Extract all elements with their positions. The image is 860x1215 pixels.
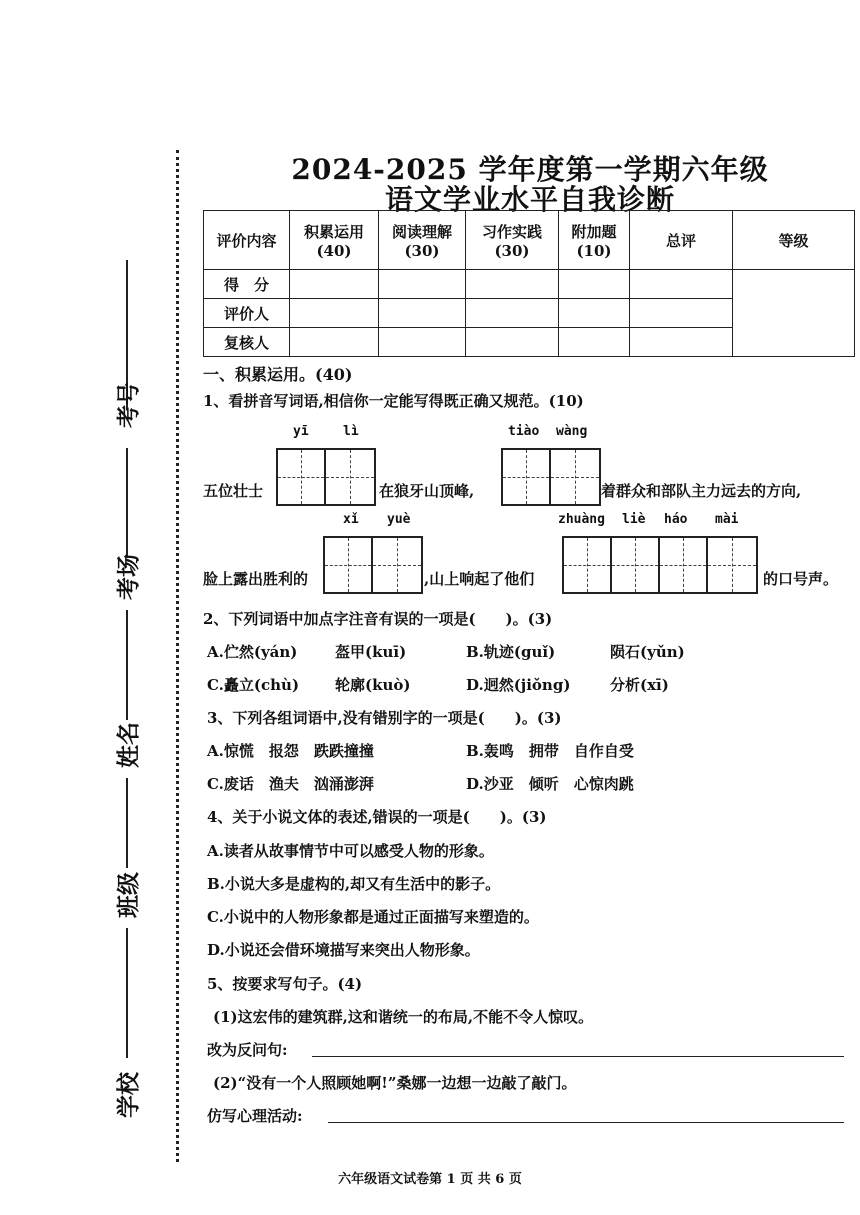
writing-grid-tiaowang[interactable] xyxy=(501,448,601,506)
score-cell[interactable] xyxy=(630,299,733,328)
pinyin: zhuàng xyxy=(558,512,605,527)
score-cell[interactable] xyxy=(379,299,466,328)
q4-option-b: B.小说大多是虚构的,却又有生活中的影子。 xyxy=(207,875,501,893)
kaochang-label: 考场 xyxy=(115,554,142,600)
q3-option-d: D.沙亚 倾听 心惊肉跳 xyxy=(466,775,634,793)
pinyin: wàng xyxy=(556,424,588,439)
score-cell[interactable] xyxy=(379,328,466,357)
xingming-label: 姓名 xyxy=(115,722,142,768)
q2-option-c2: 轮廓(kuò) xyxy=(335,676,411,694)
q5-sentence-1: (1)这宏伟的建筑群,这和谐统一的布局,不能不令人惊叹。 xyxy=(213,1008,594,1026)
q4-option-d: D.小说还会借环境描写来突出人物形象。 xyxy=(207,941,480,959)
score-cell[interactable] xyxy=(466,270,559,299)
score-table xyxy=(203,210,855,357)
header-accumulation: 积累运用 (40) xyxy=(290,211,379,270)
writing-cell[interactable] xyxy=(708,538,756,592)
writing-grid-xiyue[interactable] xyxy=(323,536,423,594)
page-title-line1: 2024-2025 学年度第一学期六年级 xyxy=(291,153,769,186)
score-cell[interactable] xyxy=(559,270,630,299)
q5-sentence-2: (2)“没有一个人照顾她啊!”桑娜一边想一边敲了敲门。 xyxy=(213,1074,577,1092)
pinyin: háo xyxy=(664,512,688,527)
kaochang-rule xyxy=(126,448,128,558)
xuexiao-label: 学校 xyxy=(115,1072,142,1118)
header-grade: 等级 xyxy=(733,211,855,270)
score-cell[interactable] xyxy=(559,299,630,328)
q5-label-2: 仿写心理活动: xyxy=(207,1107,303,1125)
writing-cell[interactable] xyxy=(278,450,326,504)
q3-option-a: A.惊慌 报怨 跌跌撞撞 xyxy=(207,742,374,760)
q2-option-d1: D.迥然(jiǒng) xyxy=(466,676,571,694)
pinyin: yuè xyxy=(387,512,411,527)
writing-cell[interactable] xyxy=(326,450,374,504)
header-writing: 习作实践 (30) xyxy=(466,211,559,270)
q1-text: 着群众和部队主力远去的方向, xyxy=(601,482,802,500)
q1-text: 脸上露出胜利的 xyxy=(203,570,309,588)
q5-stem: 5、按要求写句子。(4) xyxy=(207,975,363,993)
banji-label: 班级 xyxy=(115,872,142,918)
score-cell[interactable] xyxy=(290,328,379,357)
pinyin: liè xyxy=(622,512,646,527)
q2-option-a1: A.伫然(yán) xyxy=(207,643,298,661)
writing-cell[interactable] xyxy=(325,538,373,592)
writing-cell[interactable] xyxy=(373,538,421,592)
q3-option-c: C.废话 渔夫 汹涌澎湃 xyxy=(207,775,374,793)
score-cell[interactable] xyxy=(466,328,559,357)
pinyin: xǐ xyxy=(343,512,359,527)
binding-dotted-line xyxy=(176,150,179,1162)
score-cell[interactable] xyxy=(630,328,733,357)
page-title-line2: 语文学业水平自我诊断 xyxy=(384,183,675,216)
answer-line-2[interactable] xyxy=(328,1122,844,1123)
q1-text: ,山上响起了他们 xyxy=(424,570,535,588)
q3-option-b: B.轰鸣 拥带 自作自受 xyxy=(466,742,634,760)
score-cell[interactable] xyxy=(466,299,559,328)
page-footer: 六年级语文试卷第 1 页 共 6 页 xyxy=(338,1172,522,1187)
pinyin: tiào xyxy=(508,424,540,439)
q4-option-a: A.读者从故事情节中可以感受人物的形象。 xyxy=(207,842,494,860)
pinyin: mài xyxy=(715,512,739,527)
row-evaluator-label: 评价人 xyxy=(204,299,290,328)
score-cell[interactable] xyxy=(559,328,630,357)
score-cell[interactable] xyxy=(290,270,379,299)
header-reading: 阅读理解 (30) xyxy=(379,211,466,270)
score-cell[interactable] xyxy=(290,299,379,328)
writing-cell[interactable] xyxy=(551,450,599,504)
writing-grid-zhuanglie[interactable] xyxy=(562,536,758,594)
section-heading: 一、积累运用。(40) xyxy=(203,365,353,384)
answer-line-1[interactable] xyxy=(312,1056,844,1057)
q2-option-a2: 盔甲(kuī) xyxy=(335,643,407,661)
header-extra: 附加题 (10) xyxy=(559,211,630,270)
q1-text: 在狼牙山顶峰, xyxy=(379,482,475,500)
pinyin: yī xyxy=(293,424,309,439)
score-cell[interactable] xyxy=(379,270,466,299)
score-cell[interactable] xyxy=(630,270,733,299)
banji-rule xyxy=(126,778,128,868)
q3-stem: 3、下列各组词语中,没有错别字的一项是( )。(3) xyxy=(207,709,562,727)
kaohao-label: 考号 xyxy=(115,382,142,428)
header-overall: 总评 xyxy=(630,211,733,270)
writing-grid-yili[interactable] xyxy=(276,448,376,506)
writing-cell[interactable] xyxy=(660,538,708,592)
row-reviewer-label: 复核人 xyxy=(204,328,290,357)
q1-text: 的口号声。 xyxy=(763,570,839,588)
q1-stem: 1、看拼音写词语,相信你一定能写得既正确又规范。(10) xyxy=(203,392,584,410)
xuexiao-rule xyxy=(126,928,128,1058)
q5-label-1: 改为反问句: xyxy=(207,1041,288,1059)
q4-stem: 4、关于小说文体的表述,错误的一项是( )。(3) xyxy=(207,808,547,826)
header-evaluation: 评价内容 xyxy=(204,211,290,270)
q2-option-b2: 陨石(yǔn) xyxy=(610,643,685,661)
q2-stem: 2、下列词语中加点字注音有误的一项是( )。(3) xyxy=(203,610,553,628)
row-score-label: 得 分 xyxy=(204,270,290,299)
xingming-rule xyxy=(126,610,128,720)
q1-text: 五位壮士 xyxy=(203,482,264,500)
q2-option-b1: B.轨迹(guǐ) xyxy=(466,643,556,661)
writing-cell[interactable] xyxy=(503,450,551,504)
writing-cell[interactable] xyxy=(564,538,612,592)
writing-cell[interactable] xyxy=(612,538,660,592)
q4-option-c: C.小说中的人物形象都是通过正面描写来塑造的。 xyxy=(207,908,539,926)
pinyin: lì xyxy=(343,424,359,439)
q2-option-c1: C.矗立(chù) xyxy=(207,676,300,694)
q2-option-d2: 分析(xī) xyxy=(610,676,669,694)
grade-cell[interactable] xyxy=(733,270,855,357)
